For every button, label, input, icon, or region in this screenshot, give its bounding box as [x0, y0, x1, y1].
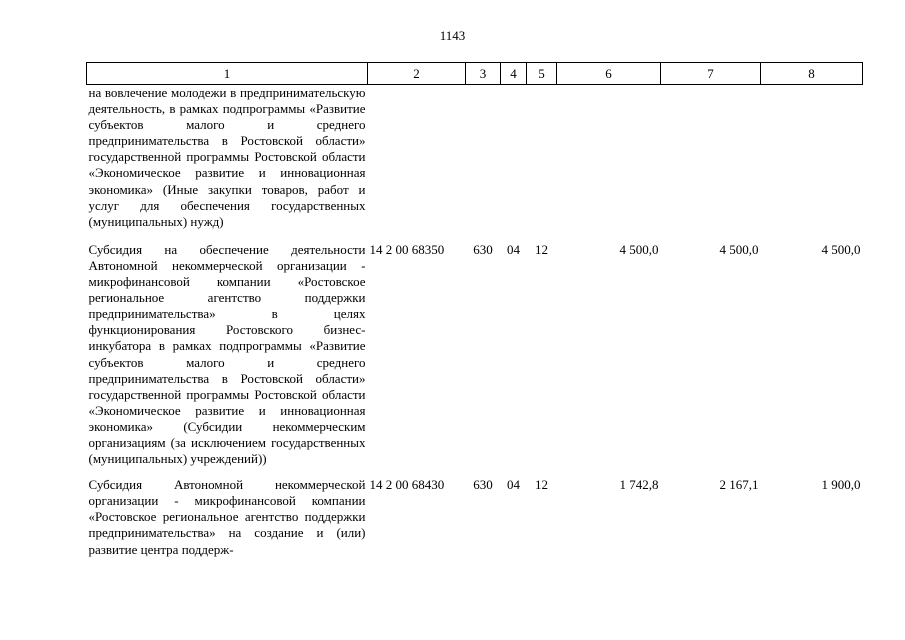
row-subsection [527, 85, 557, 242]
row-subsection: 12 [535, 477, 548, 493]
header-col-3: 3 [466, 63, 501, 85]
row-section: 04 [507, 477, 520, 493]
row-expense-type [466, 85, 501, 242]
header-col-8: 8 [761, 63, 863, 85]
row-target-code: 14 2 00 68350 [369, 241, 445, 257]
header-col-1: 1 [87, 63, 368, 85]
header-col-6: 6 [557, 63, 661, 85]
row-amount-col7: 4 500,0 [719, 241, 759, 257]
table-row [87, 477, 863, 557]
budget-table [86, 62, 863, 558]
table-row [87, 242, 863, 477]
header-col-2: 2 [368, 63, 466, 85]
row-section [501, 85, 527, 242]
row-subsection: 12 [535, 241, 548, 257]
header-row [87, 63, 863, 85]
row-expense-type: 630 [473, 477, 493, 493]
header-col-5: 5 [527, 63, 557, 85]
row-description: Субсидия Автономной некоммерческой организации - микрофинансовой компании «Ростовское региональное агентство поддержки предпринимательства» на создание и (или) развитие центра поддерж- [88, 477, 366, 557]
row-amount-col6: 4 500,0 [619, 241, 659, 257]
header-col-4: 4 [501, 63, 527, 85]
table-row [87, 85, 863, 242]
row-description: на вовлечение молодежи в предпринимательскую деятельность, в рамках подпрограммы «Развитие субъектов малого и среднего предпринимательства в Ростовской области» государственной программы Ростовской области «Экономическое развитие и инновационная экономика» (Иные закупки товаров, работ и услуг для обеспечения государственных (муниципальных) нужд) [88, 85, 366, 229]
row-amount-col8 [761, 85, 863, 242]
row-amount-col6: 1 742,8 [619, 477, 659, 493]
page-number: 1143 [439, 28, 466, 43]
row-target-code [368, 85, 466, 242]
row-amount-col8: 1 900,0 [821, 477, 861, 493]
header-col-7: 7 [661, 63, 761, 85]
row-target-code: 14 2 00 68430 [369, 477, 445, 493]
row-amount-col7: 2 167,1 [719, 477, 759, 493]
row-amount-col7 [661, 85, 761, 242]
row-description: Субсидия на обеспечение деятельности Автономной некоммерческой организации - микрофинансовой компании «Ростовское региональное агентство поддержки предпринимательства» в целях функционирования Ростовского бизнес-инкубатора в рамках подпрограммы «Развитие субъектов малого и среднего предпринимательства в Ростовской области» государственной программы Ростовской области «Экономическое развитие и инновационная экономика» (Субсидии некоммерческим организациям (за исключением государственных (муниципальных) учреждений)) [88, 241, 366, 467]
row-amount-col8: 4 500,0 [821, 241, 861, 257]
row-expense-type: 630 [473, 241, 493, 257]
row-section: 04 [507, 241, 520, 257]
row-amount-col6 [557, 85, 661, 242]
